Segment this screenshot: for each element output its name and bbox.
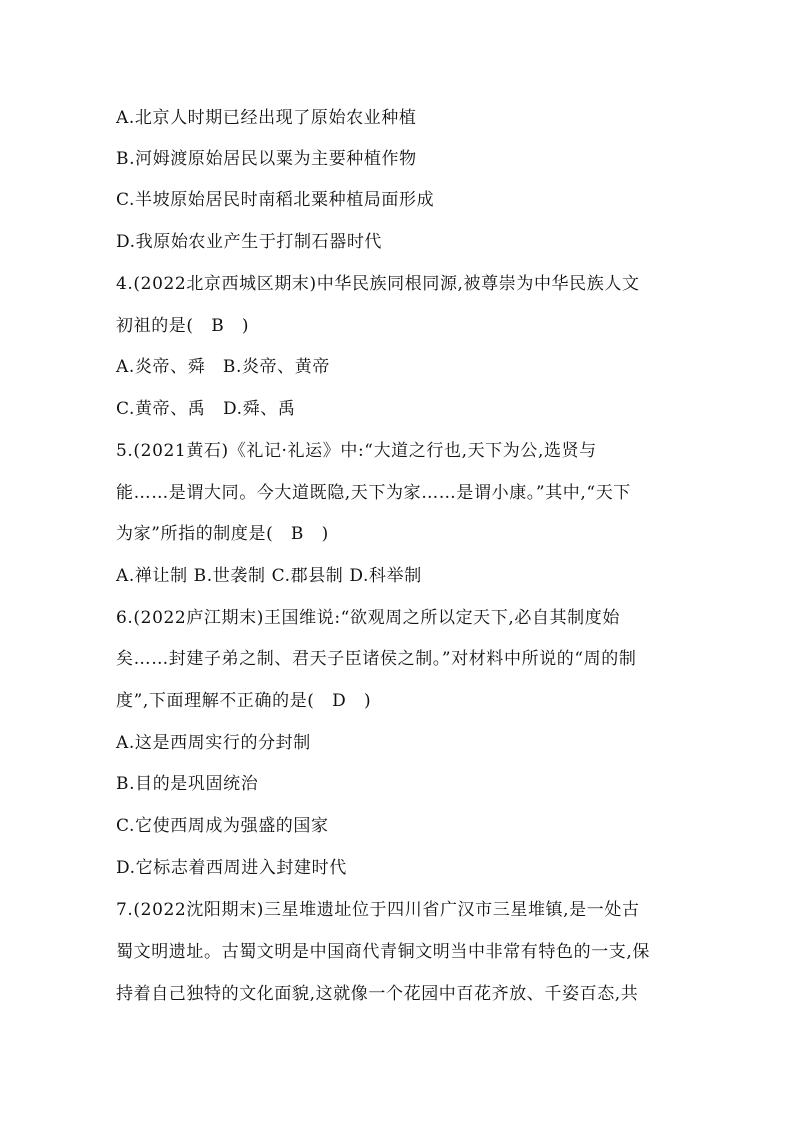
q6-stem-line-2: 矣……封建子弟之制、君天子臣诸侯之制。”对材料中所说的“周的制 (116, 649, 637, 669)
q4-stem-line-2: 初祖的是( B ) (116, 316, 250, 336)
q6-option-d: D.它标志着西周进入封建时代 (116, 858, 347, 878)
q6-option-b: B.目的是巩固统治 (116, 774, 259, 794)
q4-options-cd: C.黄帝、禹 D.舜、禹 (116, 399, 296, 419)
q7-stem-line-2: 蜀文明遗址。古蜀文明是中国商代青铜文明当中非常有特色的一支,保 (116, 942, 651, 962)
q6-option-a: A.这是西周实行的分封制 (116, 733, 311, 753)
q6-option-c: C.它使西周成为强盛的国家 (116, 816, 329, 836)
q6-stem-line-1: 6.(2022庐江期末)王国维说:“欲观周之所以定天下,必自其制度始 (116, 608, 620, 628)
q5-stem-line-2: 能……是谓大同。今大道既隐,天下为家……是谓小康。”其中,“天下 (116, 483, 631, 503)
q5-stem-line-1: 5.(2021黄石)《礼记·礼运》中:“大道之行也,天下为公,选贤与 (116, 441, 597, 461)
q3-option-c: C.半坡原始居民时南稻北粟种植局面形成 (116, 190, 435, 210)
q4-options-ab: A.炎帝、舜 B.炎帝、黄帝 (116, 357, 330, 377)
q7-stem-line-3: 持着自己独特的文化面貌,这就像一个花园中百花齐放、千姿百态,共 (116, 984, 639, 1004)
q6-stem-line-3: 度”,下面理解不正确的是( D ) (116, 691, 372, 711)
q3-option-b: B.河姆渡原始居民以粟为主要种植作物 (116, 149, 417, 169)
q7-stem-line-1: 7.(2022沈阳期末)三星堆遗址位于四川省广汉市三星堆镇,是一处古 (116, 900, 640, 920)
q5-stem-line-3: 为家”所指的制度是( B ) (116, 524, 329, 544)
q5-options: A.禅让制 B.世袭制 C.郡县制 D.科举制 (116, 566, 422, 586)
q3-option-a: A.北京人时期已经出现了原始农业种植 (116, 108, 417, 128)
q3-option-d: D.我原始农业产生于打制石器时代 (116, 232, 383, 252)
q4-stem-line-1: 4.(2022北京西城区期末)中华民族同根同源,被尊崇为中华民族人文 (116, 274, 640, 294)
